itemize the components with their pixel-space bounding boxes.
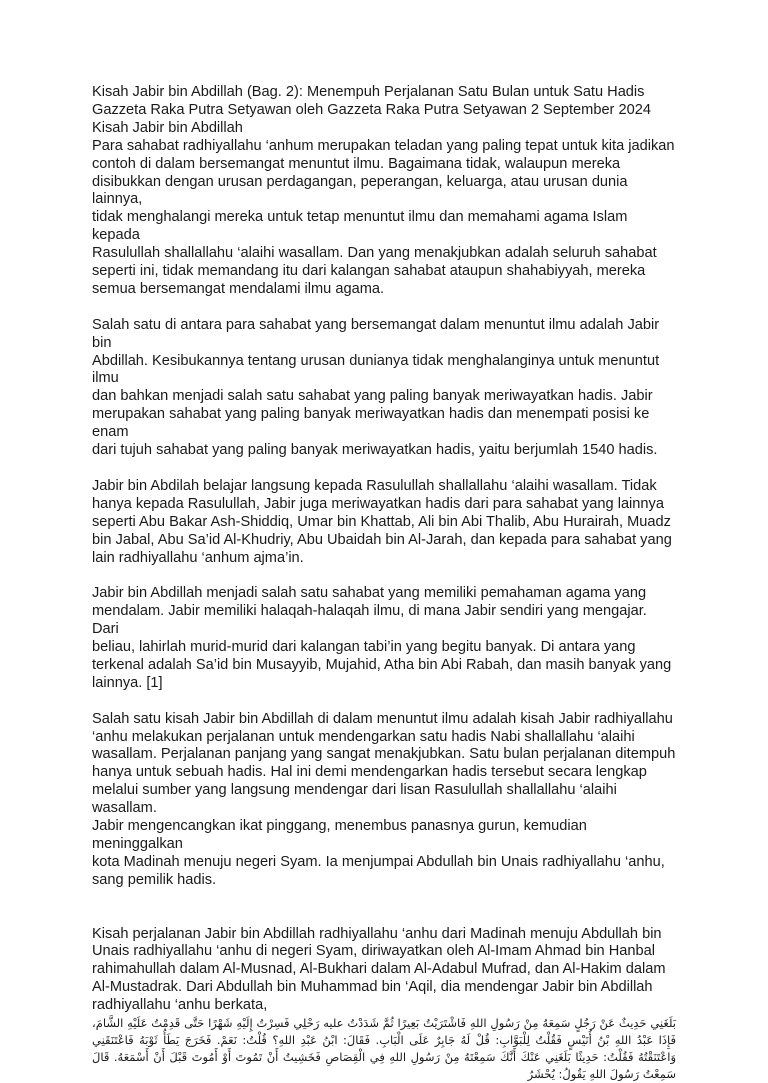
paragraph-spacer (92, 567, 676, 585)
arabic-hadith-quote: بَلَغَنِي حَدِيثٌ عَنْ رَجُلٍ سَمِعَهُ مِنْ رَسُولِ اللهِ فَاشْتَرَيْتُ بَعِيرًا ثُمَّ شَدَدْتُ عليه رَحْلِي فَسِرْتُ إِلَيْهِ شَهْرًا حَتَّى قَدِمْتُ عَلَيْهِ الشَّامَ، فَإِذَا عَبْدُ اللهِ بْنُ أُنَيْسٍ فَقُلْتُ لِلْبَوَّابِ: قُلْ لَهُ جَابِرٌ عَلَى الْبَابِ. فَقَالَ: ابْنُ عَبْدِ اللهِ؟ قُلْتُ: نَعَمْ. فَخَرَجَ يَطَأُ ثَوْبَهُ فَاعْتَنَقَنِي وَاعْتَنَقْتُهُ فَقُلْتُ: حَدِيثًا بَلَغَنِي عَنْكَ أَنَّكَ سَمِعْتَهُ مِنْ رَسُولِ اللهِ فِي الْقِصَاصِ فَخَشِيتُ أَنْ تَمُوتَ أَوْ أَمُوتَ قَبْلَ أَنْ أَسْمَعَهُ. قَالَ سَمِعْتُ رَسُولَ اللهِ يَقُولُ: يُحْشَرُ (92, 1016, 676, 1082)
document-title: Kisah Jabir bin Abdillah (Bag. 2): Menempuh Perjalanan Satu Bulan untuk Satu Hadis (92, 84, 645, 100)
paragraph-spacer (92, 693, 676, 711)
paragraph-spacer (92, 890, 676, 926)
paragraph-spacer (92, 460, 676, 478)
paragraph-jabir-intro: Salah satu di antara para sahabat yang bersemangat dalam menuntut ilmu adalah Jabir bin Abdillah. Kesibukannya tentang urusan dunianya tidak menghalanginya untuk menuntut ilmu dan bahkan menjadi salah satu sahabat yang paling banyak meriwayatkan hadis. Jabir merupakan sahabat yang paling banyak meriwayatkan hadis dan menempati posisi ke enam dari tujuh sahabat yang paling banyak meriwayatkan hadis, yaitu berjumlah 1540 hadis. (92, 316, 660, 459)
paragraph-journey: Salah satu kisah Jabir bin Abdillah di dalam menuntut ilmu adalah kisah Jabir radhiyallahu ‘anhu melakukan perjalanan untuk mendengarkan satu hadis Nabi shallallahu ‘alaihi wasallam. Perjalanan panjang yang sangat menakjubkan. Satu bulan perjalanan ditempuh hanya untuk sebuah hadis. Hal ini demi mendengarkan hadis tersebut secara lengkap melalui sumber yang langsung mendengar dari lisan Rasulullah shallallahu ‘alaihi wasallam. Jabir mengencangkan ikat pinggang, menembus panasnya gurun, kemudian meninggalkan kota Madinah menuju negeri Syam. Ia menjumpai Abdullah bin Unais radhiyallahu ‘anhu, sang pemilik hadis. (92, 710, 676, 888)
document-byline: Gazzeta Raka Putra Setyawan oleh Gazzeta Raka Putra Setyawan 2 September 2024 (92, 101, 651, 118)
paragraph-spacer (92, 299, 676, 317)
document-subtitle: Kisah Jabir bin Abdillah (92, 119, 243, 136)
document-page (92, 84, 676, 1083)
paragraph-teachers: Jabir bin Abdilah belajar langsung kepada Rasulullah shallallahu ‘alaihi wasallam. Tidak hanya kepada Rasulullah, Jabir juga meriwayatkan hadis dari para sahabat yang lainnya seperti Abu Bakar Ash-Shiddiq, Umar bin Khattab, Ali bin Abi Thalib, Abu Hurairah, Muadz bin Jabal, Abu Sa’id Al-Khudriy, Abu Ubaidah bin Al-Jarah, dan kepada para sahabat yang lain radhiyallahu ‘anhum ajma’in. (92, 477, 672, 566)
paragraph-students: Jabir bin Abdillah menjadi salah satu sahabat yang memiliki pemahaman agama yang mendalam. Jabir memiliki halaqah-halaqah ilmu, di mana Jabir sendiri yang mengajar. Dari beliau, lahirlah murid-murid dari kalangan tabi’in yang begitu banyak. Di antara yang terkenal adalah Sa’id bin Musayyib, Mujahid, Atha bin Abi Rabah, dan masih banyak yang lainnya. [1] (92, 585, 672, 691)
paragraph-intro: Para sahabat radhiyallahu ‘anhum merupakan teladan yang paling tepat untuk kita jadikan contoh di dalam bersemangat menuntut ilmu. Bagaimana tidak, walaupun mereka disibukkan dengan urusan perdagangan, peperangan, keluarga, atau urusan dunia lainnya, tidak menghalangi mereka untuk tetap menuntut ilmu dan memahami agama Islam kepada Rasulullah shallallahu ‘alaihi wasallam. Dan yang menakjubkan adalah seluruh sahabat seperti ini, tidak memandang itu dari kalangan sahabat ataupun shahabiyyah, mereka semua bersemangat mendalami ilmu agama. (92, 137, 675, 297)
paragraph-narration: Kisah perjalanan Jabir bin Abdillah radhiyallahu ‘anhu dari Madinah menuju Abdullah bin Unais radhiyallahu ‘anhu di negeri Syam, diriwayatkan oleh Al-Imam Ahmad bin Hanbal rahimahullah dalam Al-Musnad, Al-Bukhari dalam Al-Adabul Mufrad, dan Al-Hakim dalam Al-Mustadrak. Dari Abdullah bin Muhammad bin ‘Aqil, dia mendengar Jabir bin Abdillah radhiyallahu ‘anhu berkata, (92, 925, 666, 1014)
